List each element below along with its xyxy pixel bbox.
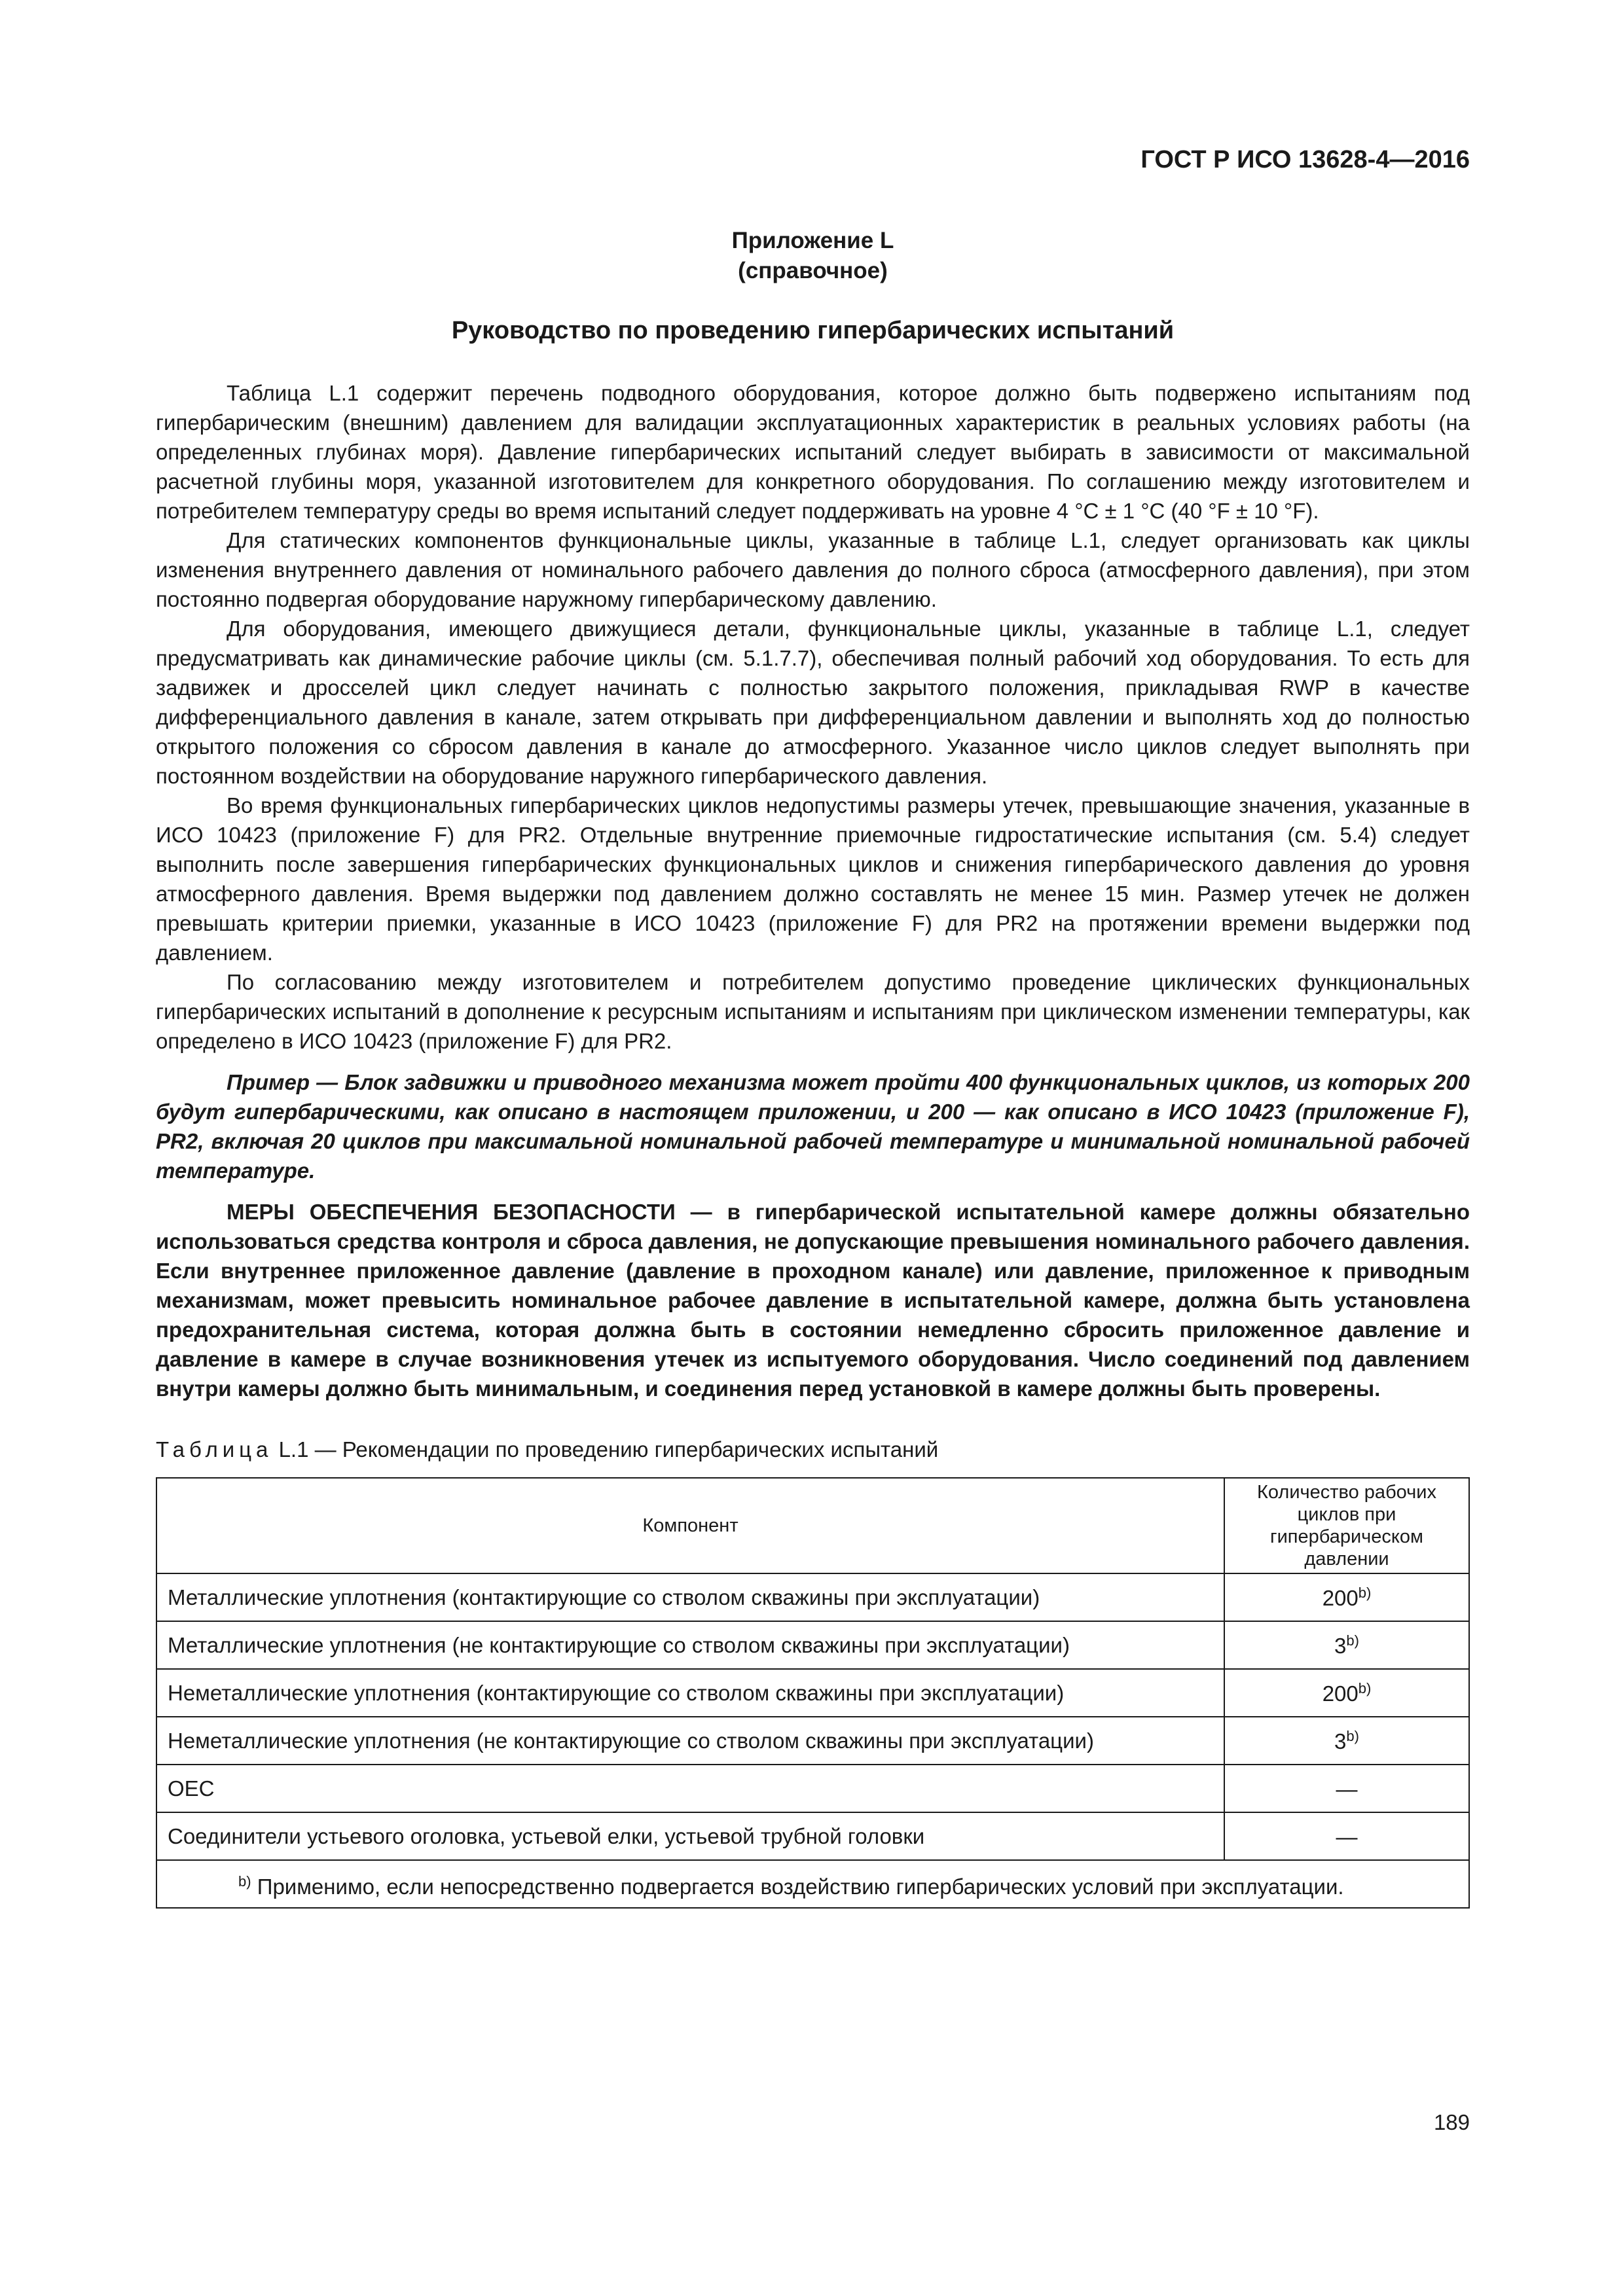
- row-footnote-ref: b): [1346, 1632, 1359, 1649]
- table-header-row: [156, 1478, 1469, 1573]
- row-component: Металлические уплотнения (не контактирующие со стволом скважины при эксплуатации): [156, 1621, 1224, 1669]
- document-body: [156, 378, 1470, 1909]
- row-value: —: [1336, 1776, 1358, 1801]
- paragraph: Таблица L.1 содержит перечень подводного оборудования, которое должно быть подвержено испытаниям под гипербарическим (внешним) давлением для валидации эксплуатационных характеристик в реальных условиях работы (на определенных глубинах моря). Давление гипербарических испытаний следует выбирать в зависимости от максимальной расчетной глубины моря, указанной изготовителем для конкретного оборудования. По соглашению между изготовителем и потребителем температуру среды во время испытаний следует поддерживать на уровне 4 °C ± 1 °C (40 °F ± 10 °F).: [156, 381, 1470, 523]
- annex-title-block: [156, 226, 1470, 286]
- page-number: 189: [1433, 2110, 1470, 2134]
- table-footnote: [156, 1860, 1469, 1908]
- row-value-cell: [1224, 1573, 1469, 1621]
- header-component: Компонент: [156, 1478, 1224, 1573]
- row-component: Соединители устьевого оголовка, устьевой елки, устьевой трубной головки: [156, 1812, 1224, 1860]
- row-value-cell: [1224, 1669, 1469, 1717]
- paragraph: По согласованию между изготовителем и потребителем допустимо проведение циклических функциональных гипербарических испытаний в дополнение к ресурсным испытаниям и испытаниям при циклическом изменении температуры, как определено в ИСО 10423 (приложение F) для PR2.: [156, 970, 1470, 1053]
- standard-designation: ГОСТ Р ИСО 13628-4—2016: [1140, 146, 1470, 173]
- row-value: 200: [1322, 1585, 1359, 1610]
- footnote-text: Применимо, если непосредственно подвергается воздействию гипербарических условий при эксплуатации.: [257, 1874, 1344, 1899]
- table-row: [156, 1669, 1469, 1717]
- table-footnote-row: [156, 1860, 1469, 1908]
- table-row: [156, 1765, 1469, 1812]
- table-caption: [156, 1435, 1470, 1464]
- table-row: [156, 1621, 1469, 1669]
- table-caption-label: Таблица: [156, 1437, 273, 1462]
- row-value-cell: [1224, 1717, 1469, 1765]
- row-component: Металлические уплотнения (контактирующие со стволом скважины при эксплуатации): [156, 1573, 1224, 1621]
- row-footnote-ref: b): [1358, 1679, 1372, 1696]
- footnote-mark: b): [238, 1873, 251, 1890]
- annex-title: Приложение L: [731, 228, 894, 253]
- annex-type: (справочное): [738, 258, 888, 283]
- safety-warning: МЕРЫ ОБЕСПЕЧЕНИЯ БЕЗОПАСНОСТИ — в гипербарической испытательной камере должны обязательно использоваться средства контроля и сброса давления, не допускающие превышения номинального рабочего давления. Если внутреннее приложенное давление (давление в проходном канале) или давление, приложенное к приводным механизмам, может превысить номинальное рабочее давление в испытательной камере, должна быть установлена предохранительная система, которая должна быть в состоянии немедленно сбросить приложенное давление и давление в камере в случае возникновения утечек из испытуемого оборудования. Число соединений под давлением внутри камеры должно быть минимальным, и соединения перед установкой в камере должны быть проверены.: [156, 1200, 1470, 1401]
- row-value: —: [1336, 1824, 1358, 1849]
- paragraph: Для статических компонентов функциональные циклы, указанные в таблице L.1, следует организовать как циклы изменения внутреннего давления от номинального рабочего давления до полного сброса (атмосферного давления), при этом постоянно подвергая оборудование наружному гипербарическому давлению.: [156, 528, 1470, 611]
- row-value-cell: [1224, 1812, 1469, 1860]
- table-row: [156, 1812, 1469, 1860]
- row-value: 3: [1334, 1633, 1347, 1658]
- row-component: OEC: [156, 1765, 1224, 1812]
- row-value-cell: [1224, 1621, 1469, 1669]
- table-row: [156, 1573, 1469, 1621]
- document-page: [156, 0, 1470, 2296]
- row-component: Неметаллические уплотнения (контактирующие со стволом скважины при эксплуатации): [156, 1669, 1224, 1717]
- row-value-cell: [1224, 1765, 1469, 1812]
- row-component: Неметаллические уплотнения (не контактирующие со стволом скважины при эксплуатации): [156, 1717, 1224, 1765]
- page-heading: Руководство по проведению гипербарических испытаний: [451, 317, 1175, 344]
- paragraph: Для оборудования, имеющего движущиеся детали, функциональные циклы, указанные в таблице L.1, следует предусматривать как динамические рабочие циклы (см. 5.1.7.7), обеспечивая полный рабочий ход оборудования. То есть для задвижек и дросселей цикл следует начинать с полностью закрытого положения, прикладывая RWP в качестве дифференциального давления в канале, затем открывать при дифференциальном давлении и выполнять ход до полностью открытого положения со сбросом давления в канале до атмосферного. Указанное число циклов следует выполнять при постоянном воздействии на оборудование наружного гипербарического давления.: [156, 617, 1470, 788]
- table-caption-text: L.1 — Рекомендации по проведению гипербарических испытаний: [278, 1437, 939, 1462]
- row-value: 200: [1322, 1681, 1359, 1706]
- row-footnote-ref: b): [1346, 1727, 1359, 1744]
- example-note: Пример — Блок задвижки и приводного механизма может пройти 400 функциональных циклов, из которых 200 будут гипербарическими, как описано в настоящем приложении, и 200 — как описано в ИСО 10423 (приложение F), PR2, включая 20 циклов при максимальной номинальной рабочей температуре и минимальной номинальной рабочей температуре.: [156, 1070, 1470, 1183]
- hyperbaric-test-table: [156, 1477, 1470, 1909]
- table-row: [156, 1717, 1469, 1765]
- row-value: 3: [1334, 1729, 1347, 1753]
- paragraph: Во время функциональных гипербарических циклов недопустимы размеры утечек, превышающие значения, указанные в ИСО 10423 (приложение F) для PR2. Отдельные внутренние приемочные гидростатические испытания (см. 5.4) следует выполнить после завершения гипербарических функциональных циклов и снижения гипербарического давления до уровня атмосферного давления. Время выдержки под давлением должно составлять не менее 15 мин. Размер утечек не должен превышать критерии приемки, указанные в ИСО 10423 (приложение F) для PR2 на протяжении времени выдержки под давлением.: [156, 793, 1470, 965]
- row-footnote-ref: b): [1358, 1584, 1372, 1601]
- header-cycles: Количество рабочих циклов при гипербарическом давлении: [1224, 1478, 1469, 1573]
